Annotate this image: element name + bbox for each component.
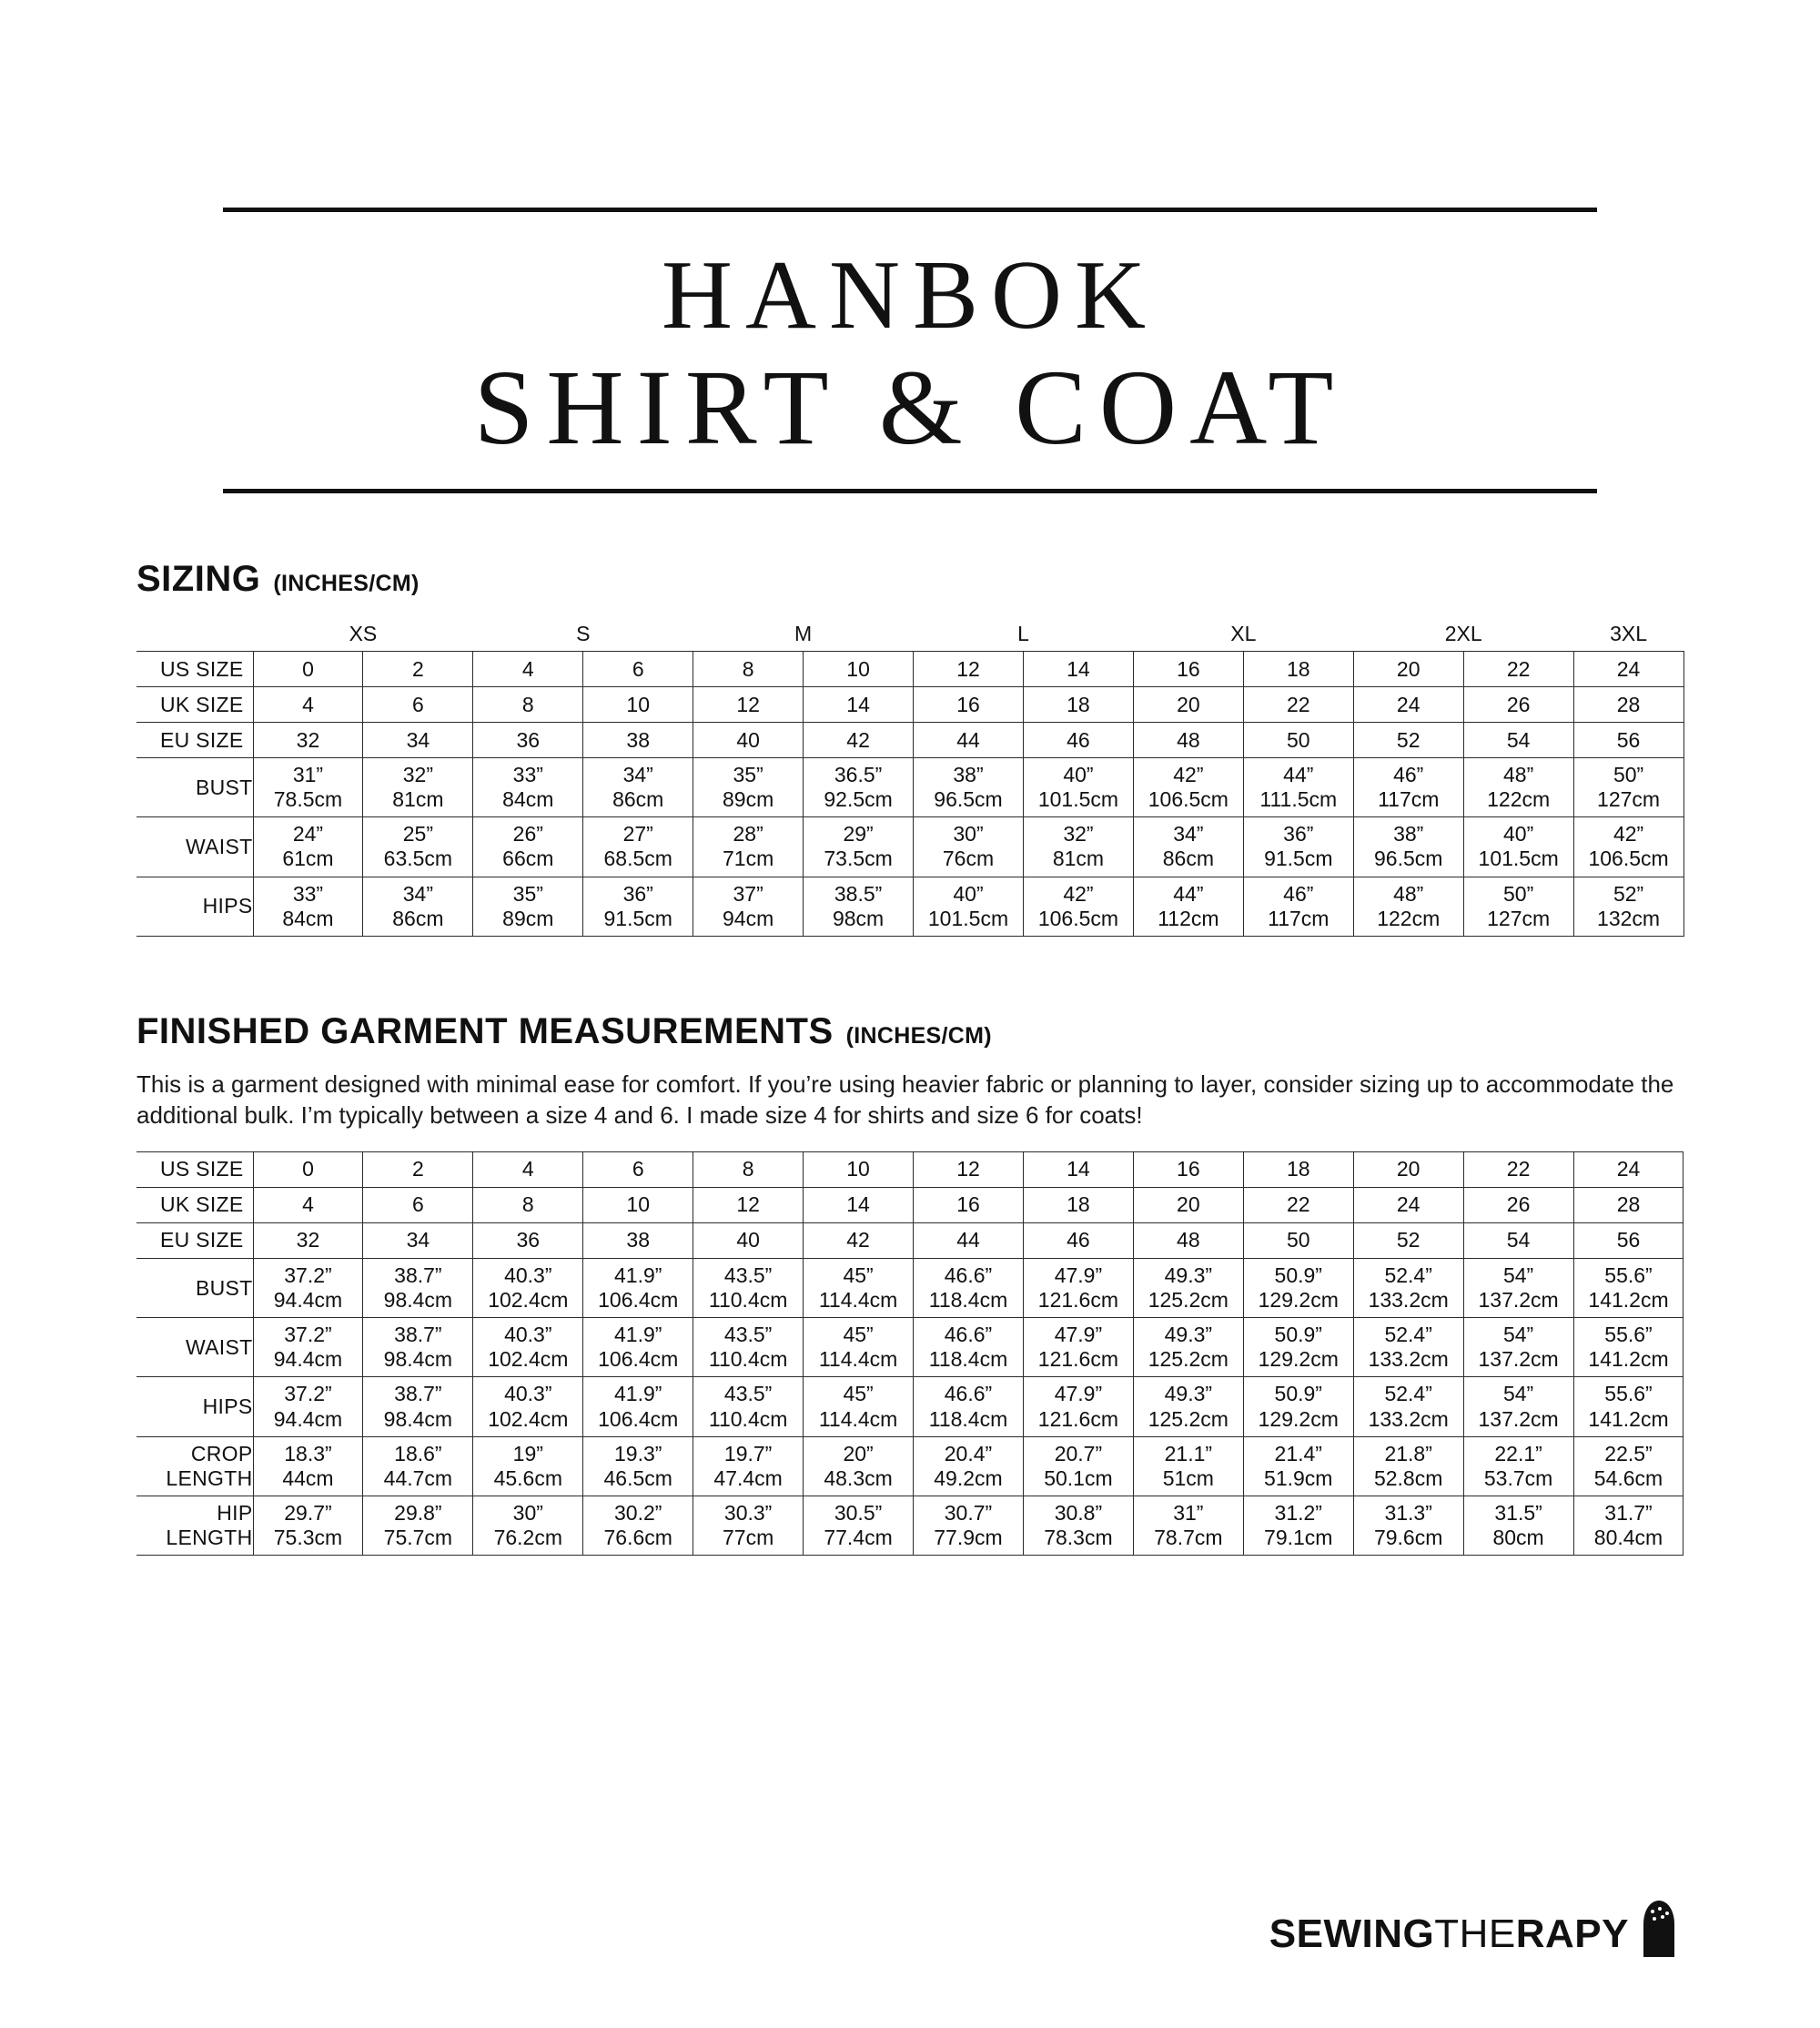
table-cell: 4: [253, 687, 363, 723]
table-cell: 46.6” 118.4cm: [914, 1258, 1024, 1317]
table-cell: 52: [1353, 723, 1463, 758]
table-cell: 40.3” 102.4cm: [473, 1258, 583, 1317]
table-cell: 19” 45.6cm: [473, 1436, 583, 1496]
table-cell: 19.7” 47.4cm: [693, 1436, 804, 1496]
table-cell: 29.7” 75.3cm: [253, 1496, 363, 1555]
table-cell: 22.5” 54.6cm: [1573, 1436, 1684, 1496]
table-cell: 38: [583, 723, 693, 758]
table-cell: 30” 76cm: [914, 817, 1024, 877]
table-cell: 20: [1353, 652, 1463, 687]
table-cell: 22.1” 53.7cm: [1463, 1436, 1573, 1496]
table-cell: 49.3” 125.2cm: [1133, 1377, 1243, 1436]
page-title-line-2: SHIRT & COAT: [473, 347, 1347, 467]
table-cell: 50” 127cm: [1463, 877, 1573, 936]
table-cell: 4: [473, 652, 583, 687]
table-cell: 32: [253, 1222, 363, 1258]
table-cell: 0: [253, 1151, 363, 1187]
table-cell: 16: [1133, 652, 1243, 687]
table-row: [136, 758, 1684, 817]
table-cell: 37” 94cm: [693, 877, 804, 936]
table-cell: 10: [583, 687, 693, 723]
table-cell: 43.5” 110.4cm: [693, 1377, 804, 1436]
table-cell: 30.5” 77.4cm: [804, 1496, 914, 1555]
table-cell: 44: [914, 1222, 1024, 1258]
table-cell: 20: [1353, 1151, 1463, 1187]
table-cell: 42” 106.5cm: [1133, 758, 1243, 817]
table-cell: 16: [914, 1187, 1024, 1222]
table-cell: 36” 91.5cm: [1243, 817, 1353, 877]
table-cell: 30.2” 76.6cm: [583, 1496, 693, 1555]
table-cell: 29” 73.5cm: [804, 817, 914, 877]
table-row: [136, 723, 1684, 758]
sizing-units: (INCHES/CM): [273, 571, 420, 597]
table-cell: 14: [1023, 1151, 1133, 1187]
table-cell: 8: [693, 1151, 804, 1187]
table-cell: 34” 86cm: [1133, 817, 1243, 877]
brand-word-rapy: RAPY: [1515, 1911, 1629, 1956]
table-cell: 31” 78.5cm: [253, 758, 363, 817]
table-cell: 28: [1573, 687, 1684, 723]
group-header-xs: XS: [253, 616, 473, 652]
table-cell: 38.5” 98cm: [804, 877, 914, 936]
table-cell: 18: [1243, 652, 1353, 687]
table-cell: 38.7” 98.4cm: [363, 1258, 473, 1317]
group-header-row: [136, 616, 1684, 652]
table-cell: 20.4” 49.2cm: [914, 1436, 1024, 1496]
page-title-line-1: HANBOK: [661, 241, 1158, 350]
table-cell: 40” 101.5cm: [1023, 758, 1133, 817]
finished-garment-table: [136, 1151, 1684, 1556]
table-cell: 52.4” 133.2cm: [1353, 1377, 1463, 1436]
table-cell: 34” 86cm: [363, 877, 473, 936]
table-cell: 42” 106.5cm: [1573, 817, 1684, 877]
row-label: WAIST: [136, 1318, 253, 1377]
brand-word-sewing: SEWING: [1269, 1911, 1435, 1956]
table-cell: 45” 114.4cm: [804, 1377, 914, 1436]
finished-units: (INCHES/CM): [845, 1022, 992, 1049]
table-cell: 50.9” 129.2cm: [1243, 1377, 1353, 1436]
table-cell: 50.9” 129.2cm: [1243, 1258, 1353, 1317]
table-row: [136, 652, 1684, 687]
row-label: HIP LENGTH: [136, 1496, 253, 1555]
table-cell: 21.8” 52.8cm: [1353, 1436, 1463, 1496]
table-row: [136, 1151, 1684, 1187]
brand-logo: [1269, 1897, 1684, 1957]
table-cell: 35” 89cm: [473, 877, 583, 936]
brand-word-the: THE: [1434, 1911, 1516, 1956]
table-cell: 18: [1243, 1151, 1353, 1187]
group-header-3xl: 3XL: [1573, 616, 1684, 652]
table-cell: 31.3” 79.6cm: [1353, 1496, 1463, 1555]
table-cell: 24: [1573, 1151, 1684, 1187]
row-label: EU SIZE: [136, 723, 253, 758]
table-cell: 33” 84cm: [473, 758, 583, 817]
table-cell: 16: [914, 687, 1024, 723]
table-cell: 32” 81cm: [363, 758, 473, 817]
table-cell: 12: [914, 1151, 1024, 1187]
row-label: US SIZE: [136, 652, 253, 687]
table-cell: 50.9” 129.2cm: [1243, 1318, 1353, 1377]
sizing-section: [136, 559, 1684, 937]
table-cell: 27” 68.5cm: [583, 817, 693, 877]
table-cell: 41.9” 106.4cm: [583, 1318, 693, 1377]
table-cell: 47.9” 121.6cm: [1023, 1318, 1133, 1377]
table-cell: 34: [363, 723, 473, 758]
table-row: [136, 1377, 1684, 1436]
group-header-s: S: [473, 616, 693, 652]
table-row: [136, 687, 1684, 723]
table-row: [136, 817, 1684, 877]
table-cell: 21.1” 51cm: [1133, 1436, 1243, 1496]
table-cell: 10: [583, 1187, 693, 1222]
table-cell: 50: [1243, 723, 1353, 758]
table-cell: 37.2” 94.4cm: [253, 1377, 363, 1436]
table-cell: 8: [473, 1187, 583, 1222]
table-cell: 38.7” 98.4cm: [363, 1377, 473, 1436]
table-cell: 2: [363, 652, 473, 687]
table-cell: 40” 101.5cm: [1463, 817, 1573, 877]
table-cell: 32” 81cm: [1023, 817, 1133, 877]
table-cell: 6: [583, 1151, 693, 1187]
table-cell: 43.5” 110.4cm: [693, 1258, 804, 1317]
finished-heading: FINISHED GARMENT MEASUREMENTS: [136, 1010, 834, 1051]
table-cell: 56: [1573, 1222, 1684, 1258]
table-cell: 46.6” 118.4cm: [914, 1377, 1024, 1436]
table-cell: 38: [583, 1222, 693, 1258]
table-cell: 24: [1573, 652, 1684, 687]
table-cell: 31.5” 80cm: [1463, 1496, 1573, 1555]
table-cell: 54” 137.2cm: [1463, 1377, 1573, 1436]
table-cell: 46” 117cm: [1353, 758, 1463, 817]
brand-logo-text: [1269, 1911, 1629, 1957]
table-cell: 38” 96.5cm: [1353, 817, 1463, 877]
table-cell: 12: [693, 1187, 804, 1222]
table-cell: 54: [1463, 723, 1573, 758]
table-cell: 20.7” 50.1cm: [1023, 1436, 1133, 1496]
table-cell: 31.7” 80.4cm: [1573, 1496, 1684, 1555]
table-cell: 31.2” 79.1cm: [1243, 1496, 1353, 1555]
group-header-xl: XL: [1133, 616, 1353, 652]
table-cell: 14: [804, 687, 914, 723]
table-cell: 18: [1023, 1187, 1133, 1222]
table-cell: 37.2” 94.4cm: [253, 1318, 363, 1377]
table-cell: 48: [1133, 1222, 1243, 1258]
table-cell: 49.3” 125.2cm: [1133, 1318, 1243, 1377]
table-cell: 25” 63.5cm: [363, 817, 473, 877]
table-cell: 19.3” 46.5cm: [583, 1436, 693, 1496]
table-cell: 6: [363, 1187, 473, 1222]
table-cell: 48” 122cm: [1353, 877, 1463, 936]
table-row: [136, 1496, 1684, 1555]
table-cell: 52” 132cm: [1573, 877, 1684, 936]
row-label: US SIZE: [136, 1151, 253, 1187]
table-cell: 20: [1133, 1187, 1243, 1222]
table-cell: 46” 117cm: [1243, 877, 1353, 936]
table-cell: 22: [1463, 652, 1573, 687]
table-cell: 40” 101.5cm: [914, 877, 1024, 936]
table-cell: 26” 66cm: [473, 817, 583, 877]
table-row: [136, 1318, 1684, 1377]
table-cell: 8: [473, 687, 583, 723]
table-row: [136, 1436, 1684, 1496]
table-row: [136, 1258, 1684, 1317]
table-cell: 22: [1243, 687, 1353, 723]
table-cell: 44” 111.5cm: [1243, 758, 1353, 817]
table-cell: 46: [1023, 723, 1133, 758]
table-cell: 18.6” 44.7cm: [363, 1436, 473, 1496]
thimble-icon: [1634, 1897, 1684, 1957]
table-cell: 46: [1023, 1222, 1133, 1258]
table-cell: 55.6” 141.2cm: [1573, 1318, 1684, 1377]
table-cell: 42: [804, 1222, 914, 1258]
group-header-blank: [136, 616, 253, 652]
table-cell: 37.2” 94.4cm: [253, 1258, 363, 1317]
table-cell: 48” 122cm: [1463, 758, 1573, 817]
table-cell: 30.8” 78.3cm: [1023, 1496, 1133, 1555]
table-cell: 52.4” 133.2cm: [1353, 1258, 1463, 1317]
table-cell: 12: [914, 652, 1024, 687]
table-cell: 36: [473, 1222, 583, 1258]
row-label: BUST: [136, 1258, 253, 1317]
table-cell: 42: [804, 723, 914, 758]
table-cell: 26: [1463, 1187, 1573, 1222]
table-cell: 6: [583, 652, 693, 687]
table-cell: 40.3” 102.4cm: [473, 1377, 583, 1436]
table-cell: 36” 91.5cm: [583, 877, 693, 936]
table-cell: 50: [1243, 1222, 1353, 1258]
table-cell: 14: [1023, 652, 1133, 687]
table-cell: 56: [1573, 723, 1684, 758]
row-label: HIPS: [136, 1377, 253, 1436]
table-cell: 20: [1133, 687, 1243, 723]
table-cell: 24: [1353, 687, 1463, 723]
table-cell: 31” 78.7cm: [1133, 1496, 1243, 1555]
table-cell: 6: [363, 687, 473, 723]
table-cell: 55.6” 141.2cm: [1573, 1377, 1684, 1436]
table-cell: 36.5” 92.5cm: [804, 758, 914, 817]
table-cell: 10: [804, 1151, 914, 1187]
row-label: CROP LENGTH: [136, 1436, 253, 1496]
table-cell: 18: [1023, 687, 1133, 723]
table-cell: 40.3” 102.4cm: [473, 1318, 583, 1377]
table-cell: 21.4” 51.9cm: [1243, 1436, 1353, 1496]
table-cell: 45” 114.4cm: [804, 1318, 914, 1377]
table-cell: 28: [1573, 1187, 1684, 1222]
table-cell: 47.9” 121.6cm: [1023, 1258, 1133, 1317]
table-row: [136, 877, 1684, 936]
table-cell: 20” 48.3cm: [804, 1436, 914, 1496]
row-label: BUST: [136, 758, 253, 817]
table-cell: 43.5” 110.4cm: [693, 1318, 804, 1377]
table-cell: 26: [1463, 687, 1573, 723]
table-cell: 14: [804, 1187, 914, 1222]
table-cell: 8: [693, 652, 804, 687]
table-cell: 0: [253, 652, 363, 687]
table-cell: 40: [693, 1222, 804, 1258]
table-cell: 30.7” 77.9cm: [914, 1496, 1024, 1555]
table-cell: 35” 89cm: [693, 758, 804, 817]
table-cell: 46.6” 118.4cm: [914, 1318, 1024, 1377]
table-cell: 44: [914, 723, 1024, 758]
table-cell: 29.8” 75.7cm: [363, 1496, 473, 1555]
sizing-heading-row: [136, 559, 1684, 600]
sizing-table: [136, 616, 1684, 937]
group-header-m: M: [693, 616, 914, 652]
sizing-chart-page: [0, 208, 1820, 2028]
table-cell: 34: [363, 1222, 473, 1258]
table-cell: 33” 84cm: [253, 877, 363, 936]
table-cell: 38” 96.5cm: [914, 758, 1024, 817]
table-cell: 22: [1463, 1151, 1573, 1187]
table-cell: 55.6” 141.2cm: [1573, 1258, 1684, 1317]
group-header-l: L: [914, 616, 1134, 652]
row-label: UK SIZE: [136, 687, 253, 723]
table-cell: 12: [693, 687, 804, 723]
table-cell: 40: [693, 723, 804, 758]
table-cell: 38.7” 98.4cm: [363, 1318, 473, 1377]
finished-heading-row: [136, 1011, 1684, 1052]
table-cell: 41.9” 106.4cm: [583, 1258, 693, 1317]
table-cell: 30.3” 77cm: [693, 1496, 804, 1555]
finished-garment-section: [136, 1011, 1684, 1556]
row-label: WAIST: [136, 817, 253, 877]
table-cell: 24” 61cm: [253, 817, 363, 877]
table-cell: 22: [1243, 1187, 1353, 1222]
table-cell: 36: [473, 723, 583, 758]
table-cell: 34” 86cm: [583, 758, 693, 817]
table-cell: 18.3” 44cm: [253, 1436, 363, 1496]
table-cell: 54” 137.2cm: [1463, 1318, 1573, 1377]
title-block: [223, 208, 1597, 493]
table-cell: 42” 106.5cm: [1023, 877, 1133, 936]
row-label: UK SIZE: [136, 1187, 253, 1222]
table-cell: 30” 76.2cm: [473, 1496, 583, 1555]
table-cell: 45” 114.4cm: [804, 1258, 914, 1317]
table-cell: 48: [1133, 723, 1243, 758]
table-cell: 32: [253, 723, 363, 758]
table-cell: 49.3” 125.2cm: [1133, 1258, 1243, 1317]
table-cell: 54” 137.2cm: [1463, 1258, 1573, 1317]
sizing-heading: SIZING: [136, 559, 261, 600]
group-header-2xl: 2XL: [1353, 616, 1573, 652]
table-cell: 28” 71cm: [693, 817, 804, 877]
table-cell: 4: [253, 1187, 363, 1222]
row-label: HIPS: [136, 877, 253, 936]
table-cell: 10: [804, 652, 914, 687]
table-cell: 50” 127cm: [1573, 758, 1684, 817]
table-cell: 52: [1353, 1222, 1463, 1258]
table-cell: 47.9” 121.6cm: [1023, 1377, 1133, 1436]
table-cell: 41.9” 106.4cm: [583, 1377, 693, 1436]
table-row: [136, 1222, 1684, 1258]
row-label: EU SIZE: [136, 1222, 253, 1258]
table-cell: 2: [363, 1151, 473, 1187]
table-row: [136, 1187, 1684, 1222]
table-cell: 24: [1353, 1187, 1463, 1222]
table-cell: 52.4” 133.2cm: [1353, 1318, 1463, 1377]
table-cell: 44” 112cm: [1133, 877, 1243, 936]
table-cell: 54: [1463, 1222, 1573, 1258]
finished-description: This is a garment designed with minimal ease for comfort. If you’re using heavier fabric or planning to layer, consider sizing up to accommodate the additional bulk. I’m typically between a size 4 and 6. I made size 4 for shirts and size 6 for coats!: [136, 1070, 1674, 1130]
table-cell: 4: [473, 1151, 583, 1187]
table-cell: 16: [1133, 1151, 1243, 1187]
